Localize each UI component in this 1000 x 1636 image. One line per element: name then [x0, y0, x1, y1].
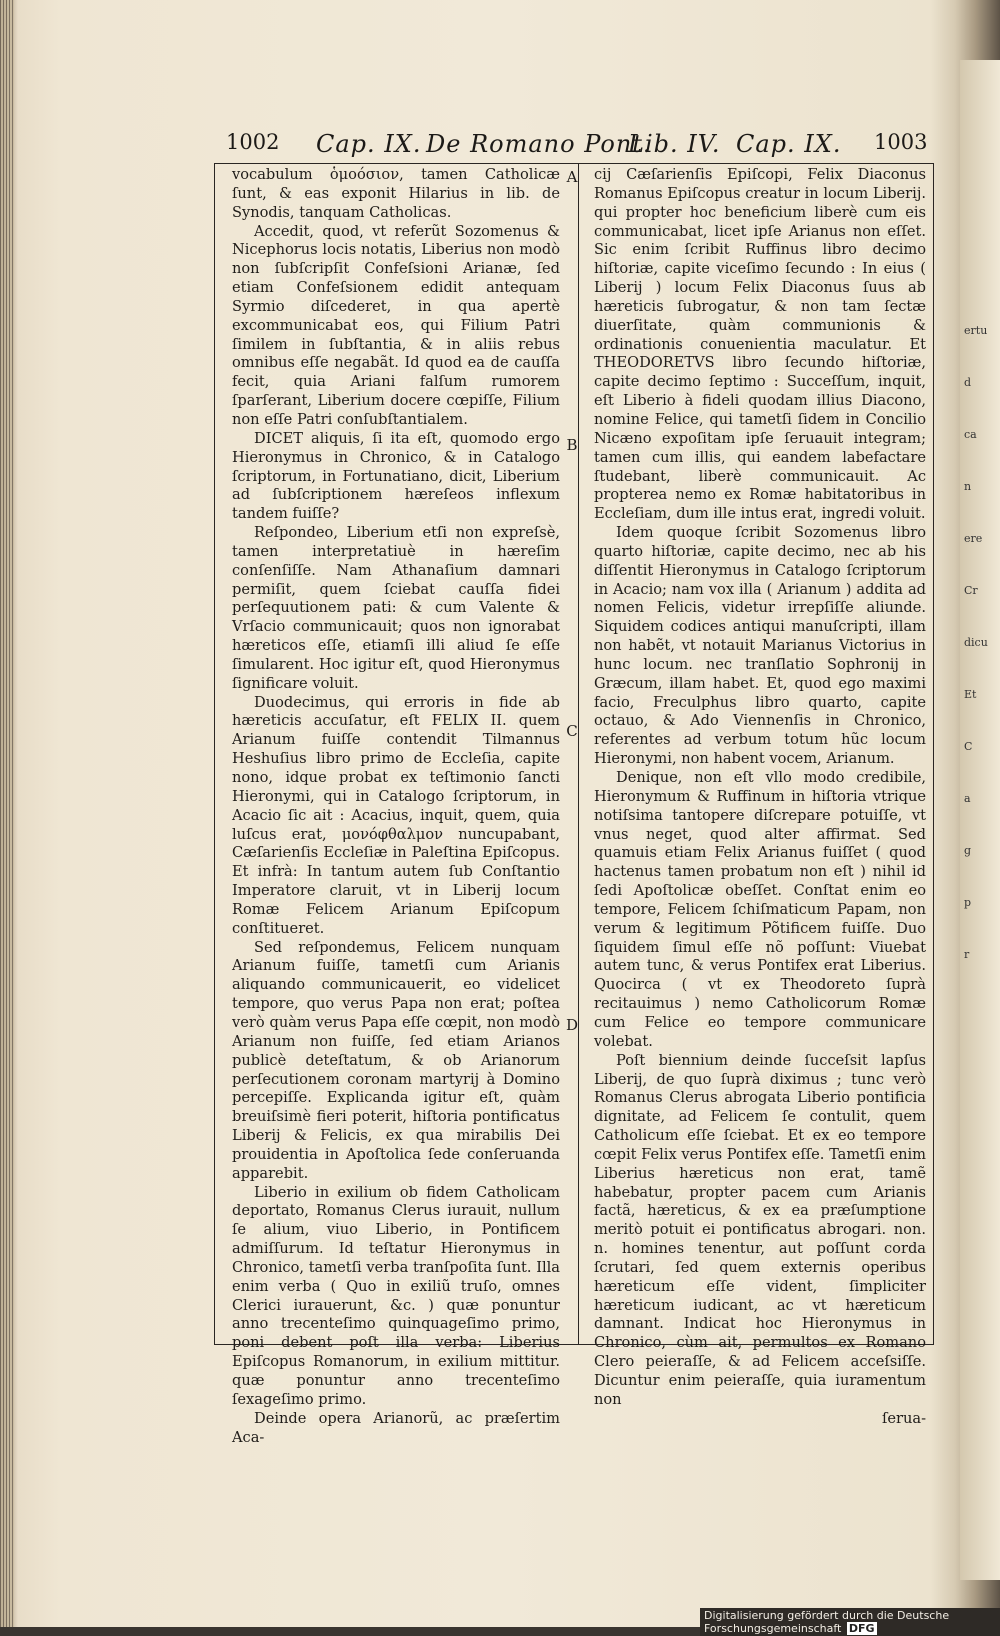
- book-number: Lib. IV.: [628, 130, 721, 158]
- chapter-right: Cap. IX.: [736, 130, 842, 158]
- margin-marker-c: C: [566, 722, 578, 740]
- column-divider: [578, 163, 579, 1345]
- paragraph: Accedit, quod, vt referũt Sozomenus & Nicephorus locis notatis, Liberius non modò non ſubſcripſit Confeſsioni Arianæ, ſed etiam Confeſsionem edidit antequam Syrmio diſcederet, in qua apertè excommunicabat eos, qui Filium Patri ſimilem in ſubſtantia, & in aliis rebus omnibus eſſe negabãt. Id quod ea de cauſſa fecit, quia Ariani falſum rumorem ſparſerant, Liberium docere cœpiſſe, Filium non eſſe Patri conſubſtantialem.: [232, 222, 560, 428]
- paragraph: Idem quoque ſcribit Sozomenus libro quarto hiſtoriæ, capite decimo, nec ab his diſſentit Hieronymus in Catalogo ſcriptorum in Acacio; nam vox illa ( Arianum ) addita ad nomen Felicis, videtur irrepſiſſe aliunde. Siquidem codices antiqui manuſcripti, illam non habẽt, vt notauit Marianus Victorius in hunc locum. nec tranſlatio Sophronij in Græcum, illam habet. Et, quod ego maximi facio, Freculphus libro quarto, capite octauo, & Ado Viennenſis in Chronico, referentes ad verbum totum hũc locum Hieronymi, non habent vocem, Arianum.: [594, 524, 926, 768]
- paragraph: Poſt biennium deinde ſucceſsit lapſus Liberij, de quo ſuprà diximus ; tunc verò Romanus Clerus abrogata Liberio pontificia dignitate, ad Felicem ſe contulit, quem Catholicum eſſe ſciebat. Et ex eo tempore cœpit Felix verus Pontifex eſſe. Tametſi enim Liberius hæreticus non erat, tamẽ habebatur, propter pacem cum Arianis factã, hæreticus, & ex ea præſumptione meritò potuit ei pontificatus abrogari. non. n. homines tenentur, aut poſſunt corda ſcrutari, ſed quem externis operibus hæreticum eſſe vident, ſimpliciter hæreticum iudicant, ac vt hæreticum damnant. Indicat hoc Hieronymus in Chronico, cùm ait, permultos ex Romano Clero peieraſſe, & ad Felicem acceſsiſſe. Dicuntur enim peieraſſe, quia iuramentum non: [594, 1051, 926, 1408]
- next-page-fragment: d: [964, 376, 972, 389]
- margin-marker-b: B: [566, 436, 578, 454]
- next-page-fragment: n: [964, 480, 972, 493]
- next-page-fragment: ca: [964, 428, 977, 441]
- next-page-fragment: dicu: [964, 636, 988, 649]
- next-page-fragment: Cr: [964, 584, 978, 597]
- paragraph: Liberio in exilium ob fidem Catholicam deportato, Romanus Clerus iurauit, nullum ſe alium, viuo Liberio, in Pontificem admiſſurum. Id teſtatur Hieronymus in Chronico, tametſi verba tranſpoſita ſunt. Illa enim verba ( Quo in exiliũ truſo, omnes Clerici iurauerunt, &c. ) quæ ponuntur anno trecenteſimo quinquageſimo primo, poni debent poſt illa verba: Liberius Epiſcopus Romanorum, in exilium mittitur. quæ ponuntur anno trecenteſimo ſexageſimo primo.: [232, 1183, 560, 1408]
- left-column: [232, 166, 560, 1447]
- next-page-strip: [960, 60, 1000, 1580]
- running-header: [220, 130, 940, 166]
- running-title: De Romano Pont.: [426, 130, 652, 158]
- paragraph: ſerua-: [881, 1409, 926, 1427]
- margin-marker-d: D: [565, 1016, 579, 1034]
- next-page-fragment: p: [964, 896, 972, 909]
- paragraph: Denique, non eſt vllo modo credibile, Hieronymum & Ruffinum in hiſtoria vtrique notiſsima tantopere diſcrepare potuiſſe, vt vnus neget, quod alter affirmat. Sed quamuis etiam Felix Arianus fuiſſet ( quod hactenus tamen probatum non eſt ) nihil id ſedi Apoſtolicæ obeſſet. Conſtat enim eo tempore, Felicem ſchiſmaticum Papam, non verum & legitimum Põtificem fuiſſe. Duo ſiquidem ſimul eſſe nõ poſſunt: Viuebat autem tunc, & verus Pontifex erat Liberius. Quocirca ( vt ex Theodoreto ſuprà recitauimus ) nemo Catholicorum Romæ cum Felice eo tempore communicare volebat.: [594, 769, 926, 1050]
- margin-marker-a: A: [566, 168, 578, 186]
- paragraph: cij Cæſarienſis Epiſcopi, Felix Diaconus Romanus Epiſcopus creatur in locum Liberij. qui propter hoc beneficium liberè cum eis communicabat, licet ipſe Arianus non eſſet. Sic enim ſcribit Ruffinus libro decimo hiſtoriæ, capite viceſimo ſecundo : In eius ( Liberij ) locum Felix Diaconus ſuus ab hæreticis ſubrogatur, & non tam ſectæ diuerſitate, quàm communionis & ordinationis conuenientia maculatur. Et THEODORETVS libro ſecundo hiſtoriæ, capite decimo ſeptimo : Succeſſum, inquit, eſt Liberio à fideli quodam illius Diacono, nomine Felice, qui tametſi ſidem in Concilio Nicæno expoſitam ipſe ſeruauit integram; tamen cum illis, qui eandem labefactare ſtudebant, liberè communicauit. Ac propterea nemo ex Romæ habitatoribus in Eccleſiam, dum ille intus erat, ingredi voluit.: [594, 166, 926, 523]
- next-page-fragment: ere: [964, 532, 983, 545]
- paragraph: Duodecimus, qui erroris in fide ab hæreticis accuſatur, eſt FELIX II. quem Arianum fuiſſe contendit Tilmannus Heshuſius libro primo de Eccleſia, capite nono, idque probat ex teſtimonio ſancti Hieronymi, qui in Catalogo ſcriptorum, in Acacio ſic ait : Acacius, inquit, quem, quia luſcus erat, μονόφθαλμον nuncupabant, Cæſarienſis Eccleſiæ in Paleſtina Epiſcopus. Et infrà: In tantum autem ſub Conſtantio Imperatore claruit, vt in Liberij locum Romæ Felicem Arianum Epiſcopum conſtitueret.: [232, 693, 560, 937]
- next-page-fragment: g: [964, 844, 972, 857]
- next-page-fragment: ertu: [964, 324, 988, 337]
- next-page-fragment: r: [964, 948, 970, 961]
- right-column: [594, 166, 926, 1429]
- next-page-fragment: Et: [964, 688, 977, 701]
- page-number-left: 1002: [226, 130, 280, 154]
- page-number-right: 1003: [874, 130, 928, 154]
- next-page-fragment: a: [964, 792, 971, 805]
- credit-text: Digitalisierung gefördert durch die Deutsche Forschungsgemeinschaft: [704, 1609, 950, 1635]
- paragraph: Sed reſpondemus, Felicem nunquam Arianum fuiſſe, tametſi cum Arianis aliquando communicauerit, eo videlicet tempore, quo verus Papa non erat; poſtea verò quàm verus Papa eſſe cœpit, non modò Arianum non fuiſſe, ſed etiam Arianos publicè deteſtatum, & ob Arianorum perſecutionem coronam martyrij à Domino percepiſſe. Explicanda igitur eſt, quàm breuiſsimè fieri poterit, hiſtoria pontificatus Liberij & Felicis, ex qua mirabilis Dei prouidentia in Apoſtolica ſede conſeruanda apparebit.: [232, 938, 560, 1182]
- dfg-logo: DFG: [848, 1622, 875, 1635]
- paragraph: vocabulum ὁμοόσιον, tamen Catholicæ ſunt, & eas exponit Hilarius in lib. de Synodis, tanquam Catholicas.: [232, 166, 560, 221]
- paragraph: DICET aliquis, ſi ita eſt, quomodo ergo Hieronymus in Chronico, & in Catalogo ſcriptorum, in Fortunatiano, dicit, Liberium ad ſubſcriptionem hæreſeos inflexum tandem fuiſſe?: [232, 429, 560, 523]
- paragraph: Deinde opera Arianorũ, ac præſertim Aca-: [232, 1409, 560, 1446]
- digitization-credit: [700, 1608, 1000, 1636]
- page-edge-left: [0, 0, 14, 1627]
- chapter-left: Cap. IX.: [316, 130, 422, 158]
- paragraph: Reſpondeo, Liberium etſi non expreſsè, tamen interpretatiuè in hæreſim conſenſiſſe. Nam Athanaſium damnari permiſit, quem ſciebat cauſſa fidei perſequutionem pati: & cum Valente & Vrſacio communicauit; quos non ignorabat hæreticos eſſe, etiamſi illi aliud ſe eſſe ſimularent. Hoc igitur eſt, quod Hieronymus ſignificare voluit.: [232, 524, 560, 692]
- next-page-fragment: C: [964, 740, 973, 753]
